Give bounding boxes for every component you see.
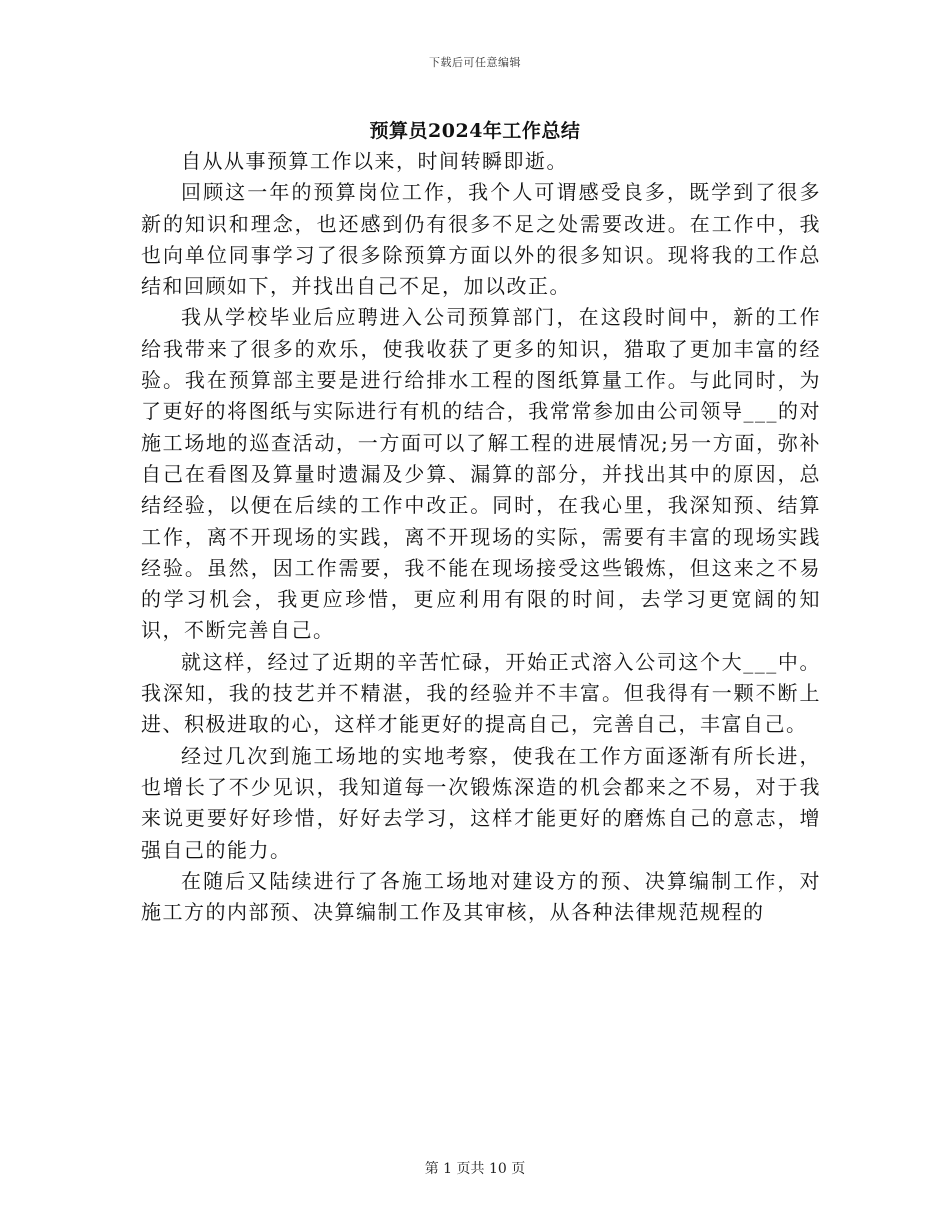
- paragraph: 回顾这一年的预算岗位工作，我个人可谓感受良多，既学到了很多新的知识和理念，也还感到仍有很多不足之处需要改进。在工作中，我也向单位同事学习了很多除预算方面以外的很多知识。现将我的工作总结和回顾如下，并找出自己不足，加以改正。: [141, 180, 821, 299]
- paragraph: 在随后又陆续进行了各施工场地对建设方的预、决算编制工作，对施工方的内部预、决算编制工作及其审核，从各种法律规范规程的: [141, 868, 821, 925]
- paragraph: 就这样，经过了近期的辛苦忙碌，开始正式溶入公司这个大___中。我深知，我的技艺并不精湛，我的经验并不丰富。但我得有一颗不断上进、积极进取的心，这样才能更好的提高自己，完善自己，丰富自己。: [141, 649, 821, 737]
- document-body: [141, 146, 821, 928]
- page-number: 第 1 页共 10 页: [424, 1161, 526, 1177]
- paragraph: 经过几次到施工场地的实地考察，使我在工作方面逐渐有所长进，也增长了不少见识，我知道每一次锻炼深造的机会都来之不易，对于我来说更要好好珍惜，好好去学习，这样才能更好的磨炼自己的意志，增强自己的能力。: [141, 743, 821, 862]
- paragraph: 自从从事预算工作以来，时间转瞬即逝。: [181, 149, 568, 173]
- paragraph: 我从学校毕业后应聘进入公司预算部门，在这段时间中，新的工作给我带来了很多的欢乐，使我收获了更多的知识，猎取了更加丰富的经验。我在预算部主要是进行给排水工程的图纸算量工作。与此同时，为了更好的将图纸与实际进行有机的结合，我常常参加由公司领导___的对施工场地的巡查活动，一方面可以了解工程的进展情况;另一方面，弥补自己在看图及算量时遗漏及少算、漏算的部分，并找出其中的原因，总结经验，以便在后续的工作中改正。同时，在我心里，我深知预、结算工作，离不开现场的实践，离不开现场的实际，需要有丰富的现场实践经验。虽然，因工作需要，我不能在现场接受这些锻炼，但这来之不易的学习机会，我更应珍惜，更应利用有限的时间，去学习更宽阔的知识，不断完善自己。: [141, 305, 821, 643]
- document-title: 预算员2024年工作总结: [369, 120, 581, 142]
- page-header-note: 下载后可任意编辑: [429, 56, 521, 69]
